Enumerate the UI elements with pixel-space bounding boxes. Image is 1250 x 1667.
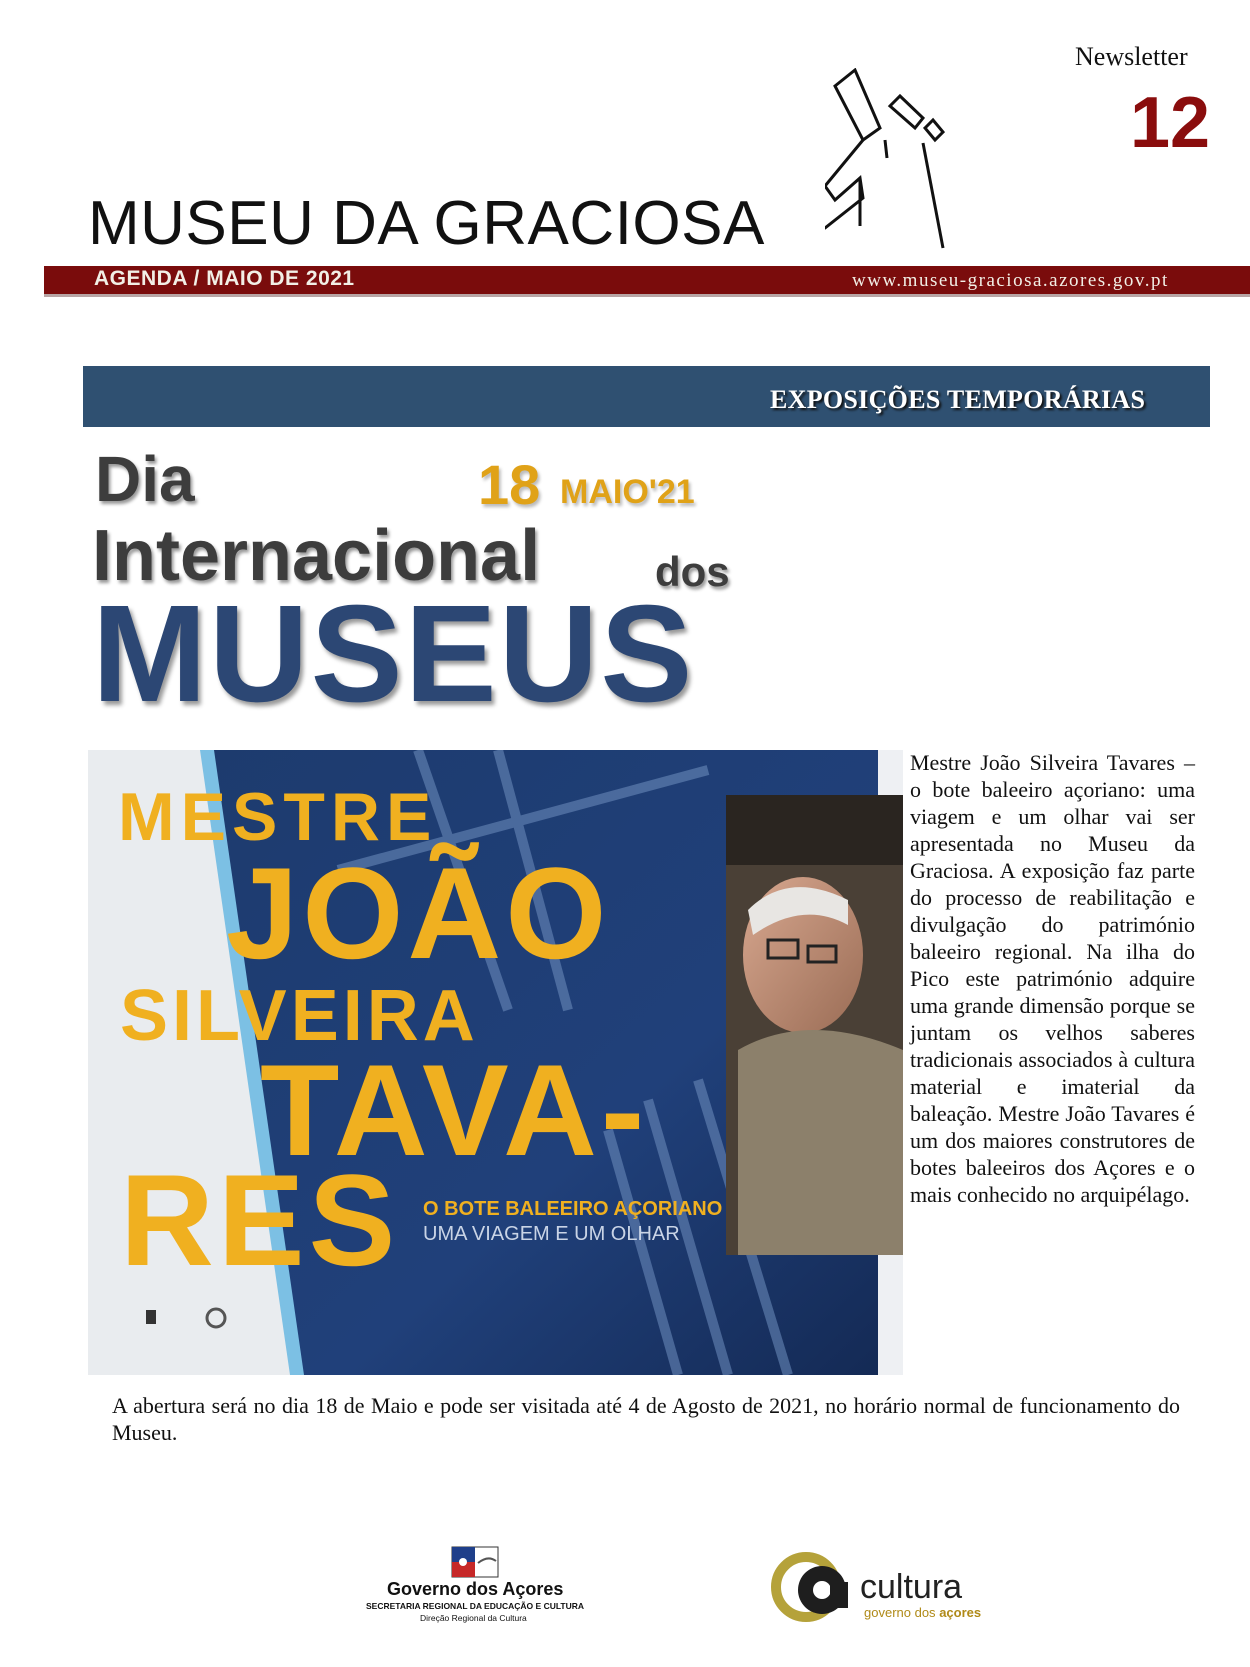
poster-line-joao: JOÃO — [226, 840, 611, 986]
governo-name: Governo dos Açores — [387, 1579, 564, 1599]
title-dia: Dia — [95, 443, 195, 515]
newsletter-number: 12 — [1130, 83, 1211, 163]
title-dos: dos — [655, 548, 730, 595]
website-link[interactable]: www.museu-graciosa.azores.gov.pt — [852, 270, 1169, 291]
title-museus: MUSEUS — [92, 577, 695, 731]
cultura-sub-bold: açores — [939, 1605, 982, 1620]
museum-brand-title: MUSEU DA GRACIOSA — [88, 189, 765, 258]
poster-line-tava: TAVA- — [260, 1037, 649, 1183]
title-date-month: MAIO'21 — [560, 473, 695, 511]
poster-subtitle-1: O BOTE BALEEIRO AÇORIANO — [423, 1198, 723, 1220]
cultura-sub-pre: governo dos — [864, 1605, 936, 1620]
article-column-text: Mestre João Silveira Tavares – o bote baleeiro açoriano: uma viagem e um olhar vai ser apresentada no Museu da Graciosa. A exposição faz parte do processo de reabilitação e divulgação do património baleeiro regional. Na ilha do Pico este património adquire uma grande dimensão porque se juntam os velhos saberes tradicionais associados à cultura material e imaterial da baleação. Mestre João Tavares é um dos maiores construtores de botes baleeiros dos Açores e o mais conhecido no arquipélago. — [910, 750, 1195, 1207]
title-internacional: Internacional — [92, 516, 541, 596]
cultura-word: cultura — [860, 1568, 963, 1606]
poster-line-mestre: MESTRE — [118, 779, 438, 855]
newsletter-label: Newsletter — [1075, 42, 1188, 71]
governo-direcao: Direção Regional da Cultura — [420, 1613, 527, 1623]
agenda-label: AGENDA / MAIO DE 2021 — [94, 267, 355, 290]
cultura-subtitle — [864, 1605, 981, 1620]
governo-secretaria: SECRETARIA REGIONAL DA EDUCAÇÃO E CULTURA — [366, 1601, 585, 1611]
windmill-logo-icon — [825, 68, 1015, 268]
cultura-logo-icon — [770, 1552, 860, 1622]
poster-line-res: RES — [120, 1147, 400, 1293]
exhibition-poster-image — [88, 750, 903, 1375]
section-label: EXPOSIÇÕES TEMPORÁRIAS — [770, 385, 1146, 414]
poster-line-silveira: SILVEIRA — [120, 976, 479, 1056]
title-date-day: 18 — [478, 453, 541, 516]
poster-subtitle-2: UMA VIAGEM E UM OLHAR — [423, 1223, 680, 1245]
article-footer-text: A abertura será no dia 18 de Maio e pode ser visitada até 4 de Agosto de 2021, no horário normal de funcionamento do Museu. — [112, 1393, 1180, 1445]
